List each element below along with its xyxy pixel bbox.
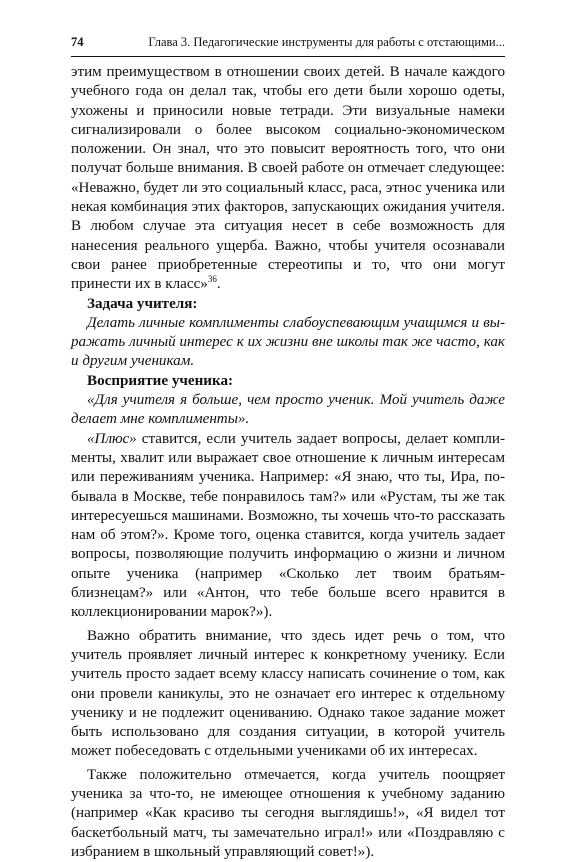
running-title: Глава 3. Педагогические инструменты для работы с отстающими... bbox=[148, 35, 505, 49]
page-number: 74 bbox=[71, 35, 84, 49]
paragraph-teacher-task: Делать личные комплименты слабоуспевающим учащимся и выражать личный интерес к их жизни вне школы так же часто, как и другим ученикам. bbox=[71, 314, 505, 370]
running-header bbox=[71, 34, 505, 57]
paragraph-6: Также положительно отмечается, когда учитель поощряет ученика за что-то, не имеющее отношения к учебному заданию (например «Как красиво ты сегодня выглядишь!», «Я видел тот баскетбольный матч, ты замечательно играл!» или «Поздравляю с избранием в школьный управляющий совет!»). bbox=[71, 766, 505, 860]
paragraph-1-text: этим преимуществом в отношении своих детей. В начале каждого учебного года он делал так, чтобы его дети были хорошо одеты, ухожены и приносили новые тетради. Эти визуальные намеки сигнализировали о более высоком социально-экономическом положении. Он знал, что это повысит вероятность того, что они получат больше внимания. В своей работе он отмечает следующее: «Неважно, будет ли это социальный класс, раса, этнос ученика или некая комбинация этих факторов, запускающих ожидания учителя. В любом случае эта ситуация несет в себе возможность для нанесения реального ущерба. Важно, чтобы учителя осознавали свои ранее приобретенные стереотипы и то, что они могут принести их в класс» bbox=[71, 64, 505, 293]
plus-lead: «Плюс» bbox=[87, 430, 137, 447]
paragraph-plus bbox=[71, 430, 505, 623]
paragraph-plus-text: ставится, если учитель задает вопросы, делает комплименты, хвалит или выражает свое отношение к личным интересам или переживаниям ученика. Например: «Я знаю, что ты, Ира, побывала в Москве, тебе понравилось там?» или «Рустам, ты же так интересуешься машинами. Возможно, ты хочешь что-то рассказать нам об этом?». Кроме того, оценка ставится, когда учитель задает вопросы, позволяющие получить информацию о жизни и личном опыте ученика (например «Сколько лет твоим братьям-близнецам?» или «Антон, что тебе больше всего нравится в коллекционировании марок?»). bbox=[71, 430, 505, 621]
paragraph-1 bbox=[71, 63, 505, 295]
heading-teacher-task: Задача учителя: bbox=[87, 295, 198, 312]
book-page bbox=[71, 34, 505, 862]
heading-student-perception: Восприятие ученика: bbox=[87, 372, 234, 389]
paragraph-5: Важно обратить внимание, что здесь идет речь о том, что учитель проявляет личный интерес к конкретному ученику. Если учитель просто задает всему классу написать сочинение о том, как они провели каникулы, это не означает его интерес к отдельному ученику и не подлежит оцениванию. Однако такое задание может быть использовано для создания ситуации, в которой учитель может побеседовать с отдельными учениками об их интересах. bbox=[71, 627, 505, 760]
paragraph-student-perception: «Для учителя я больше, чем просто ученик. Мой учитель даже делает мне комплименты». bbox=[71, 392, 505, 428]
paragraph-1-end: . bbox=[216, 276, 221, 293]
body-text bbox=[71, 63, 505, 862]
footnote-ref: 36 bbox=[207, 274, 217, 285]
